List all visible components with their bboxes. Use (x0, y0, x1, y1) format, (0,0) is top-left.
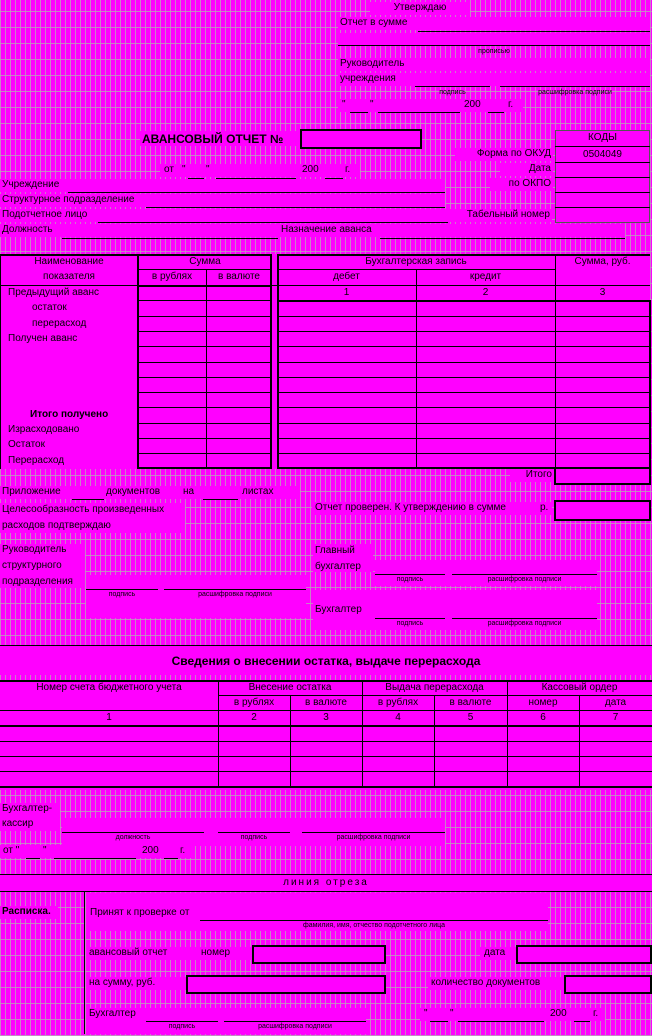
bal-n2: 2 (251, 712, 257, 723)
sig-chief-2: бухгалтер (315, 561, 361, 572)
head-line1: Руководитель (340, 58, 405, 69)
row-label-0: Предыдущий аванс (8, 287, 99, 298)
col-n1: 1 (343, 287, 350, 298)
receipt-accountant: Бухгалтер (89, 1008, 136, 1019)
date-year-suffix: г. (345, 164, 351, 175)
row-label-10: Остаток (8, 439, 45, 450)
okpo-label: по ОКПО (508, 178, 551, 189)
row-label-11: Перерасход (8, 455, 65, 466)
receipt-nomer-field[interactable] (252, 945, 386, 964)
sig-acc-podpis: подпись (396, 620, 424, 627)
approved-label: Утверждаю (393, 2, 447, 13)
row-label-1: остаток (32, 302, 67, 313)
checked-currency: р. (540, 502, 549, 513)
balance-title: Сведения о внесении остатка, выдаче перерасхода (171, 654, 481, 668)
receipt-data-field[interactable] (516, 945, 652, 964)
cashier-ot: от " (3, 845, 20, 856)
col-iss-cur: в валюте (449, 697, 492, 708)
listah-label: листах (242, 486, 274, 497)
report-number-field[interactable] (300, 129, 422, 149)
okud-code: 0504049 (583, 149, 622, 160)
col-name-1: Наименование (34, 256, 104, 267)
cut-line-label: линия отреза (283, 877, 369, 888)
bal-n6: 6 (540, 712, 546, 723)
date-quote-open: " (182, 164, 186, 175)
col-entry: Бухгалтерская запись (365, 256, 467, 267)
rasshifrovka-hint: расшифровка подписи (538, 89, 612, 96)
bal-n1: 1 (106, 712, 112, 723)
receipt-nomer: номер (201, 947, 231, 958)
itogo-label: Итого (525, 469, 552, 480)
purpose-label: Назначение аванса (281, 224, 372, 235)
propisyu-hint: прописью (478, 48, 510, 55)
col-credit: кредит (469, 271, 502, 282)
sig-accountant: Бухгалтер (315, 604, 362, 615)
receipt-report: авансовый отчет (89, 947, 168, 958)
receipt-data: дата (484, 947, 506, 958)
col-iss-rub: в рублях (377, 697, 419, 708)
sig-chief-podpis: подпись (396, 576, 424, 583)
col-n3: 3 (599, 287, 606, 298)
cashier-dolzhnost: должность (115, 834, 151, 841)
report-title: АВАНСОВЫЙ ОТЧЕТ № (142, 132, 284, 146)
col-deposit: Внесение остатка (248, 682, 332, 693)
col-order: Кассовый ордер (541, 682, 618, 693)
sig-head-2: структурного (2, 560, 62, 571)
institution-label: Учреждение (2, 179, 60, 190)
cashier-line2: кассир (2, 818, 34, 829)
receipt-sum: на сумму, руб. (89, 977, 156, 988)
cashier-line1: Бухгалтер- (2, 803, 53, 814)
col-n2: 2 (482, 287, 489, 298)
sig-head-rasshifrovka: расшифровка подписи (198, 591, 272, 598)
head-line2: учреждения (340, 73, 396, 84)
col-name-2: показателя (43, 271, 95, 282)
sig-head-podpis: подпись (108, 591, 136, 598)
bal-n7: 7 (612, 712, 619, 723)
cashier-quote-close: " (43, 845, 47, 856)
tabel-label: Табельный номер (466, 209, 550, 220)
receipt-accepted: Принят к проверке от (90, 907, 190, 918)
row-label-2: перерасход (32, 318, 87, 329)
receipt-podpis: подпись (168, 1023, 196, 1030)
podpis-hint: подпись (439, 89, 466, 96)
cashier-podpis: подпись (240, 834, 268, 841)
receipt-year-prefix: 200 (550, 1008, 567, 1019)
receipt-rasshifrovka: расшифровка подписи (258, 1023, 332, 1030)
sig-chief-1: Главный (315, 545, 355, 556)
purpose-confirm-2: расходов подтверждаю (2, 520, 111, 531)
receipt-fio: фамилия, имя, отчество подотчетного лица (302, 922, 446, 929)
sig-head-3: подразделения (2, 576, 73, 587)
documents-label: документов (106, 486, 161, 497)
prilozhenie-label: Приложение (2, 486, 61, 497)
col-rub: в рублях (151, 271, 193, 282)
col-issue: Выдача перерасхода (385, 682, 484, 693)
checked-sum-field[interactable] (554, 500, 651, 521)
receipt-quote-open: " (424, 1008, 428, 1019)
row-label-9: Израсходовано (8, 424, 80, 435)
receipt-sum-field[interactable] (186, 975, 386, 994)
receipt-docs-field[interactable] (564, 975, 652, 994)
row-label-8: Итого получено (30, 409, 109, 420)
sig-acc-rasshifrovka: расшифровка подписи (487, 620, 562, 627)
subdivision-label: Структурное подразделение (2, 194, 135, 205)
sig-head-1: Руководитель (2, 544, 67, 555)
okud-label: Форма по ОКУД (476, 148, 551, 159)
col-sum: Сумма (189, 256, 221, 267)
position-label: Должность (2, 224, 53, 235)
col-dep-cur: в валюте (305, 697, 347, 708)
approval-quote-close: " (370, 99, 374, 110)
cashier-year-suffix: г. (180, 845, 186, 856)
row-label-3: Получен аванс (8, 333, 78, 344)
accountable-label: Подотчетное лицо (2, 209, 88, 220)
receipt-quote-close: " (450, 1008, 454, 1019)
date-label: Дата (528, 163, 551, 174)
col-debit: дебет (333, 271, 360, 282)
cashier-year-prefix: 200 (142, 845, 159, 856)
col-account: Номер счета бюджетного учета (36, 682, 182, 693)
itogo-value[interactable] (554, 467, 651, 485)
receipt-year-suffix: г. (593, 1008, 599, 1019)
bal-n4: 4 (395, 712, 401, 723)
receipt-docs: количество документов (431, 977, 541, 988)
date-year-prefix: 200 (302, 164, 319, 175)
date-quote-close: " (206, 164, 210, 175)
col-sum-rub: Сумма, руб. (574, 256, 631, 267)
sig-chief-rasshifrovka: расшифровка подписи (487, 576, 562, 583)
receipt-title: Расписка. (2, 906, 51, 917)
date-ot: от (164, 164, 174, 175)
col-cur: в валюте (218, 271, 260, 282)
bal-n5: 5 (467, 712, 474, 723)
codes-header: КОДЫ (588, 132, 617, 143)
approval-year-suffix: г. (508, 99, 514, 110)
approval-quote-open: " (342, 99, 346, 110)
approval-year-prefix: 200 (464, 99, 481, 110)
col-order-nomer: номер (528, 697, 558, 708)
purpose-confirm-1: Целесообразность произведенных (2, 504, 165, 515)
cashier-rasshifrovka: расшифровка подписи (336, 834, 411, 841)
col-order-data: дата (604, 697, 627, 708)
na-label: на (183, 486, 195, 497)
checked-label: Отчет проверен. К утверждению в сумме (315, 502, 506, 513)
report-sum-label: Отчет в сумме (340, 17, 408, 28)
col-dep-rub: в рублях (233, 697, 275, 708)
bal-n3: 3 (323, 712, 329, 723)
